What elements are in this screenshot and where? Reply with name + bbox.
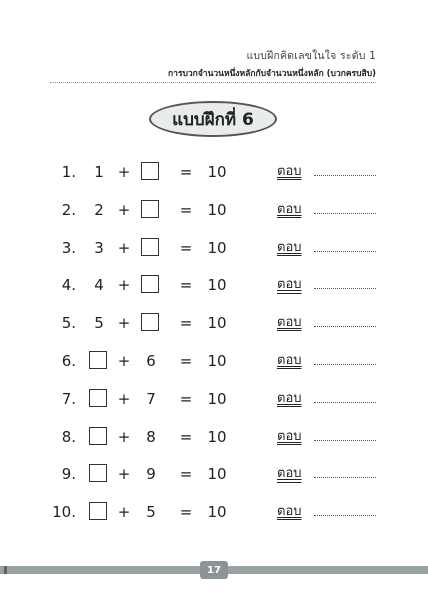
- equals-sign: =: [179, 389, 193, 408]
- result-value: 10: [207, 503, 227, 522]
- blank-box-a[interactable]: [89, 389, 107, 407]
- answer-label: ตอบ: [277, 390, 302, 406]
- exercise-row: [0, 500, 428, 524]
- addend-a: 4: [94, 276, 104, 295]
- plus-sign: +: [117, 163, 131, 181]
- exercise-number: 7.: [61, 389, 76, 408]
- answer-label: ตอบ: [277, 164, 302, 179]
- addend-b: 6: [146, 352, 156, 370]
- header-divider: [50, 82, 376, 83]
- answer-label: ตอบ: [277, 353, 302, 368]
- plus-sign: +: [117, 389, 131, 408]
- plus-sign: +: [117, 200, 131, 219]
- result-value: 10: [207, 352, 227, 370]
- blank-box-b[interactable]: [141, 200, 159, 218]
- equals-sign: =: [179, 465, 193, 484]
- equals-sign: =: [179, 238, 193, 257]
- exercise-number: 2.: [61, 200, 76, 219]
- result-value: 10: [207, 314, 227, 333]
- addend-a: 2: [94, 200, 104, 219]
- equals-sign: =: [179, 352, 193, 370]
- exercise-number: 9.: [61, 465, 76, 484]
- addend-a: 1: [94, 163, 104, 181]
- equals-sign: =: [179, 276, 193, 295]
- exercise-number: 1.: [61, 163, 76, 181]
- answer-line[interactable]: [314, 213, 376, 214]
- footer-tick: [4, 566, 7, 574]
- answer-line[interactable]: [314, 364, 376, 365]
- exercise-number: 3.: [61, 238, 76, 257]
- addend-b: 9: [146, 465, 156, 484]
- exercise-row: [0, 273, 428, 297]
- header-series: แบบฝึกคิดเลขในใจ ระดับ 1: [246, 50, 376, 62]
- header-topic: การบวกจำนวนหนึ่งหลักกับจำนวนหนึ่งหลัก (บวกครบสิบ): [168, 69, 376, 79]
- page-number: 17: [200, 561, 228, 579]
- blank-box-b[interactable]: [141, 238, 159, 256]
- plus-sign: +: [117, 276, 131, 295]
- result-value: 10: [207, 427, 227, 446]
- exercise-number: 10.: [52, 503, 76, 522]
- exercise-row: [0, 198, 428, 222]
- exercise-row: [0, 160, 428, 184]
- addend-a: 5: [94, 314, 104, 333]
- equals-sign: =: [179, 503, 193, 522]
- plus-sign: +: [117, 314, 131, 333]
- answer-line[interactable]: [314, 326, 376, 327]
- blank-box-a[interactable]: [89, 427, 107, 445]
- exercise-number: 6.: [61, 352, 76, 370]
- answer-label: ตอบ: [277, 277, 302, 293]
- answer-line[interactable]: [314, 288, 376, 289]
- answer-line[interactable]: [314, 251, 376, 252]
- answer-line[interactable]: [314, 402, 376, 403]
- exercise-row: [0, 311, 428, 335]
- blank-box-b[interactable]: [141, 313, 159, 331]
- exercise-row: [0, 462, 428, 486]
- answer-label: ตอบ: [277, 239, 302, 255]
- plus-sign: +: [117, 503, 131, 522]
- exercise-row: [0, 236, 428, 260]
- answer-line[interactable]: [314, 515, 376, 516]
- answer-line[interactable]: [314, 440, 376, 441]
- result-value: 10: [207, 200, 227, 219]
- exercise-title: แบบฝึกที่ 6: [149, 101, 277, 137]
- result-value: 10: [207, 238, 227, 257]
- exercise-number: 4.: [61, 276, 76, 295]
- equals-sign: =: [179, 163, 193, 181]
- exercise-number: 8.: [61, 427, 76, 446]
- result-value: 10: [207, 163, 227, 181]
- plus-sign: +: [117, 465, 131, 484]
- answer-line[interactable]: [314, 477, 376, 478]
- equals-sign: =: [179, 200, 193, 219]
- plus-sign: +: [117, 352, 131, 370]
- exercise-row: [0, 387, 428, 411]
- answer-label: ตอบ: [277, 315, 302, 331]
- answer-label: ตอบ: [277, 504, 302, 520]
- plus-sign: +: [117, 427, 131, 446]
- plus-sign: +: [117, 238, 131, 257]
- result-value: 10: [207, 465, 227, 484]
- result-value: 10: [207, 276, 227, 295]
- addend-b: 7: [146, 389, 156, 408]
- addend-a: 3: [94, 238, 104, 257]
- addend-b: 8: [146, 427, 156, 446]
- blank-box-a[interactable]: [89, 464, 107, 482]
- blank-box-b[interactable]: [141, 162, 159, 180]
- equals-sign: =: [179, 427, 193, 446]
- exercise-number: 5.: [61, 314, 76, 333]
- answer-label: ตอบ: [277, 201, 302, 217]
- blank-box-a[interactable]: [89, 351, 107, 369]
- blank-box-b[interactable]: [141, 275, 159, 293]
- answer-line[interactable]: [314, 175, 376, 176]
- result-value: 10: [207, 389, 227, 408]
- addend-b: 5: [146, 503, 156, 522]
- equals-sign: =: [179, 314, 193, 333]
- answer-label: ตอบ: [277, 466, 302, 482]
- exercise-row: [0, 349, 428, 373]
- exercise-row: [0, 425, 428, 449]
- answer-label: ตอบ: [277, 428, 302, 444]
- blank-box-a[interactable]: [89, 502, 107, 520]
